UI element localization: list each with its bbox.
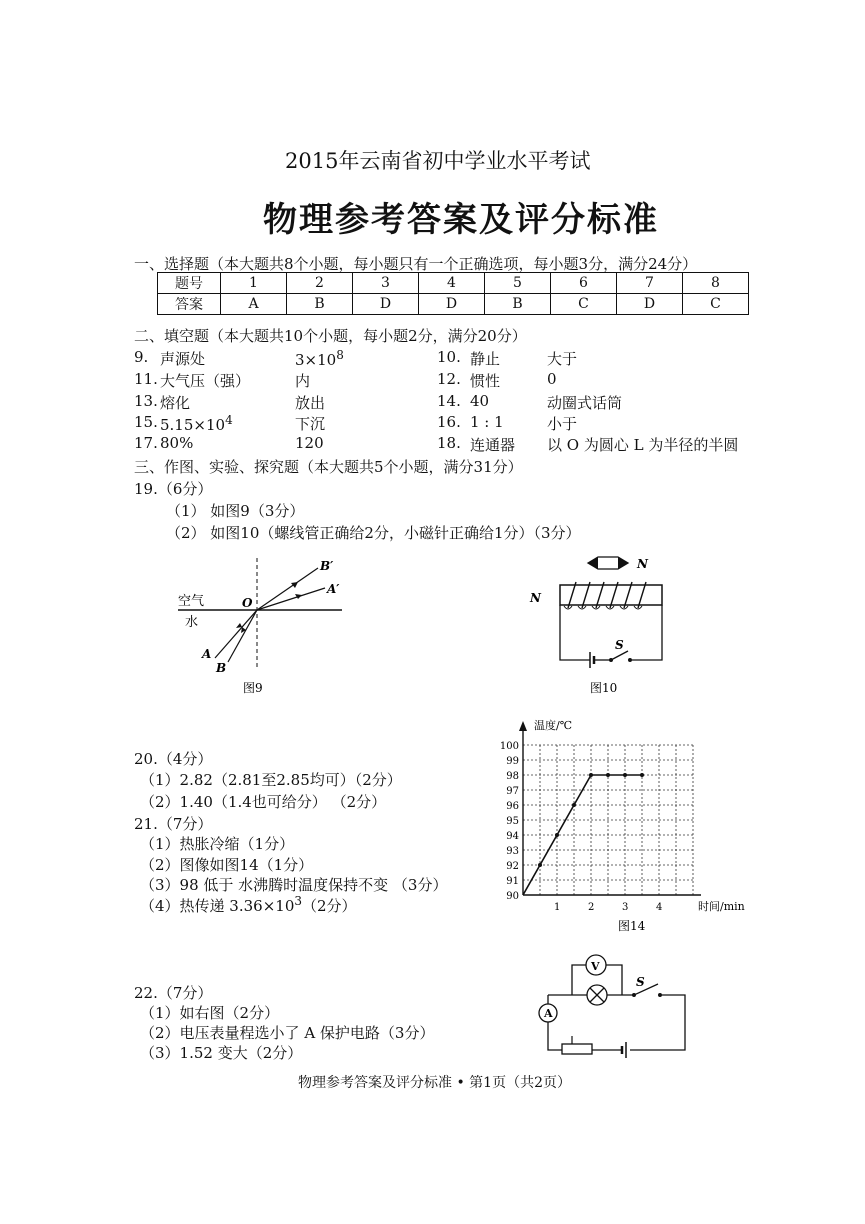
solenoid-north-label: N	[530, 591, 541, 605]
coil-windings	[568, 582, 646, 608]
section3-heading: 三、作图、实验、探究题（本大题共5个小题，满分31分）	[134, 458, 523, 476]
num-cell: 8	[683, 273, 749, 294]
item-answer-a: 熔化	[160, 394, 191, 412]
circuit-wire-left	[548, 995, 562, 1050]
y-tick-label: 91	[506, 876, 519, 887]
item-answer-a: $5.15\times 10^4$	[160, 413, 233, 434]
item-answer-b: 大于	[547, 350, 578, 368]
compass-needle-south-icon	[588, 557, 598, 569]
data-point	[538, 863, 542, 867]
solenoid-core	[560, 585, 662, 605]
answer-cell: D	[353, 294, 419, 315]
switch-label: S	[636, 975, 645, 989]
item-answer-b: 放出	[295, 394, 326, 412]
q21-answer-1: （1）热胀冷缩（1分）	[140, 835, 295, 853]
x-tick-label: 1	[554, 902, 561, 913]
item-number: 10.	[437, 348, 461, 366]
figure-14-chart	[490, 712, 760, 937]
ray-a	[215, 610, 257, 658]
item-answer-a: 连通器	[470, 436, 516, 454]
q22-answer-3: （3）1.52 变大（2分）	[140, 1044, 303, 1062]
q20-answer-2: （2）1.40（1.4也可给分） （2分）	[140, 793, 387, 811]
arrow-icon	[236, 623, 242, 628]
num-cell: 5	[485, 273, 551, 294]
y-tick-label: 94	[506, 831, 519, 842]
item-number: 12.	[437, 370, 461, 388]
item-answer-a: 1 : 1	[470, 413, 504, 431]
air-label: 空气	[178, 594, 205, 609]
q22-answer-1: （1）如右图（2分）	[140, 1004, 280, 1022]
item-number: 17.	[134, 434, 158, 452]
q22-answer-2: （2）电压表量程选小了 A 保护电路（3分）	[140, 1024, 435, 1042]
figure-9-caption: 图9	[243, 681, 263, 695]
x-tick-label: 3	[622, 902, 629, 913]
ray-b	[228, 610, 257, 662]
page-footer: 物理参考答案及评分标准 • 第1页（共2页）	[298, 1075, 571, 1091]
coil-loops	[564, 606, 642, 609]
item-number: 13.	[134, 392, 158, 410]
data-point	[555, 833, 559, 837]
answer-cell: C	[551, 294, 617, 315]
exam-title: 2015年云南省初中学业水平考试	[285, 149, 591, 173]
item-answer-b: 动圈式话筒	[547, 394, 623, 412]
q21-answer-3: （3）98 低于 水沸腾时温度保持不变 （3分）	[140, 876, 448, 894]
item-answer-a: 静止	[470, 350, 501, 368]
compass-north-label: N	[637, 557, 648, 571]
y-tick-label: 90	[506, 891, 519, 902]
y-axis-arrow-icon	[519, 721, 527, 731]
doc-title: 物理参考答案及评分标准	[263, 200, 659, 240]
item-answer-a: 大气压（强）	[160, 372, 251, 390]
num-cell: 6	[551, 273, 617, 294]
ray-b-label: B	[216, 661, 227, 675]
figure-10-solenoid	[520, 550, 690, 700]
q20-answer-1: （1）2.82（2.81至2.85均可）（2分）	[140, 771, 402, 789]
answer-table	[157, 272, 749, 315]
switch-contact	[658, 993, 662, 997]
num-cell: 3	[353, 273, 419, 294]
data-point	[640, 773, 644, 777]
y-tick-label: 100	[499, 741, 519, 752]
q19-answer-1: （1） 如图9（3分）	[166, 502, 305, 520]
figure-10-caption: 图10	[590, 681, 618, 695]
figure-9-refraction	[170, 550, 370, 700]
switch-icon	[611, 651, 628, 660]
y-tick-label: 97	[506, 786, 519, 797]
y-tick-label: 95	[506, 816, 519, 827]
data-point	[589, 773, 593, 777]
y-tick-label: 99	[506, 756, 519, 767]
y-axis-label: 温度/℃	[534, 719, 573, 732]
point-o-label: O	[242, 596, 253, 610]
q20-label: 20.（4分）	[134, 750, 213, 768]
q21-answer-4: （4）热传递 $3.36\times 10^3(2$分）	[140, 894, 357, 915]
answer-cell: C	[683, 294, 749, 315]
item-number: 16.	[437, 413, 461, 431]
item-number: 14.	[437, 392, 461, 410]
num-cell: 1	[221, 273, 287, 294]
ray-a-prime-label: A′	[327, 582, 340, 596]
num-cell: 7	[617, 273, 683, 294]
num-cell: 2	[287, 273, 353, 294]
figure-14-caption: 图14	[618, 919, 646, 933]
num-cell: 4	[419, 273, 485, 294]
item-answer-b: 小于	[547, 415, 578, 433]
ray-a-prime	[257, 588, 325, 610]
x-tick-label: 4	[656, 902, 663, 913]
item-answer-a: 80%	[160, 434, 194, 452]
q22-circuit-diagram	[530, 950, 700, 1065]
x-tick-label: 2	[588, 902, 595, 913]
row-label-number: 题号	[158, 273, 221, 294]
answer-cell: D	[617, 294, 683, 315]
item-answer-b: $3\times 10^8$	[295, 348, 344, 369]
switch-label: S	[615, 638, 624, 652]
ray-b-prime-label: B′	[320, 559, 334, 573]
circuit-wire-right	[630, 995, 685, 1050]
item-answer-b: 0	[547, 370, 557, 388]
item-answer-b: 内	[295, 372, 311, 390]
answer-cell: B	[485, 294, 551, 315]
x-axis-label: 时间/min	[698, 900, 745, 913]
item-number: 15.	[134, 413, 158, 431]
item-number: 18.	[437, 434, 461, 452]
q19-answer-2: （2） 如图10（螺线管正确给2分，小磁针正确给1分）（3分）	[166, 524, 581, 542]
switch-contact	[628, 658, 632, 662]
q22-label: 22.（7分）	[134, 984, 213, 1002]
compass-needle-north-icon	[618, 557, 628, 569]
section1-heading: 一、选择题（本大题共8个小题，每小题只有一个正确选项，每小题3分，满分24分）	[134, 255, 698, 273]
y-tick-label: 98	[506, 771, 519, 782]
ammeter-label: A	[544, 1007, 553, 1020]
arrow-icon	[291, 582, 298, 588]
item-answer-a: 40	[470, 392, 490, 410]
q19-label: 19.（6分）	[134, 480, 213, 498]
y-tick-label: 96	[506, 801, 519, 812]
data-point	[572, 803, 576, 807]
q21-label: 21.（7分）	[134, 815, 213, 833]
circuit-wire-left	[560, 605, 590, 660]
water-label: 水	[185, 615, 199, 630]
answer-cell: A	[221, 294, 287, 315]
item-answer-a: 惯性	[470, 372, 501, 390]
item-number: 11.	[134, 370, 158, 388]
arrow-icon	[295, 594, 302, 599]
item-answer-b: 下沉	[295, 415, 326, 433]
answer-cell: D	[419, 294, 485, 315]
row-label-answer: 答案	[158, 294, 221, 315]
item-number: 9.	[134, 348, 149, 366]
answer-cell: B	[287, 294, 353, 315]
data-point	[623, 773, 627, 777]
ray-b-prime	[257, 568, 318, 610]
q21-answer-2: （2）图像如图14（1分）	[140, 856, 314, 874]
y-tick-label: 92	[506, 861, 519, 872]
data-point	[606, 773, 610, 777]
voltmeter-label: V	[591, 960, 600, 973]
rheostat-icon	[562, 1044, 592, 1054]
circuit-wire-right	[632, 605, 662, 660]
item-answer-b: 以 O 为圆心 L 为半径的半圆	[547, 436, 739, 454]
y-tick-label: 93	[506, 846, 519, 857]
section2-heading: 二、填空题（本大题共10个小题，每小题2分，满分20分）	[134, 327, 527, 345]
item-answer-b: 120	[295, 434, 324, 452]
ray-a-label: A	[202, 647, 212, 661]
item-answer-a: 声源处	[160, 350, 206, 368]
